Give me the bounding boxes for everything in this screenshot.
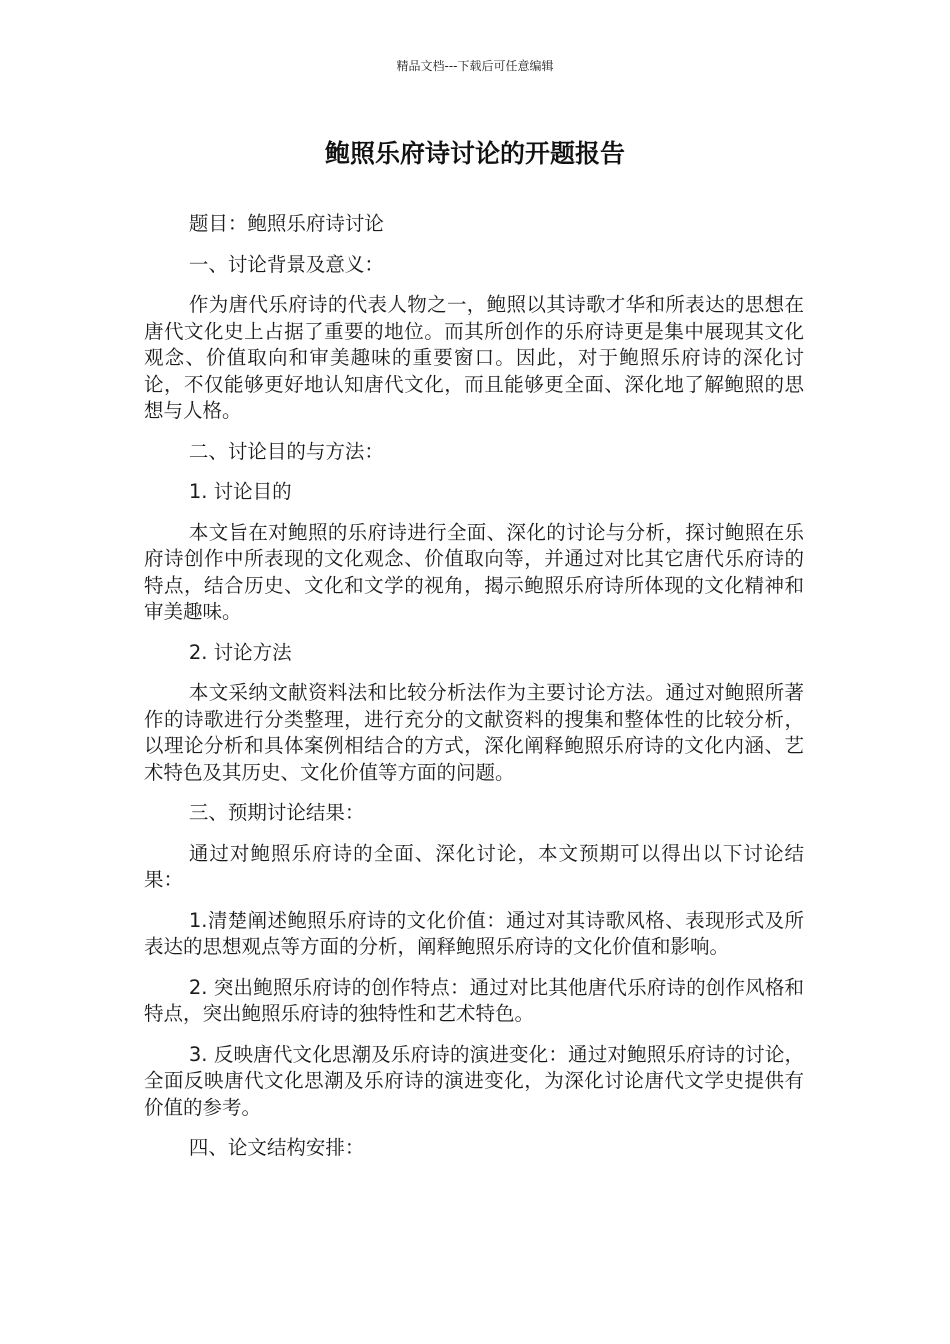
section-heading-structure: 四、论文结构安排： xyxy=(188,1136,365,1159)
section-heading-expected-results: 三、预期讨论结果： xyxy=(188,801,365,824)
header-note: 精品文档---下载后可任意编辑 xyxy=(396,59,554,73)
paragraph-purpose: 本文旨在对鲍照的乐府诗进行全面、深化的讨论与分析，探讨鲍照在乐府诗创作中所表现的文化观念、价值取向等，并通过对比其它唐代乐府诗的特点，结合历史、文化和文学的视角，揭示鲍照乐府诗所体现的文化精神和审美趣味。 xyxy=(144,520,804,623)
paragraph-expected-intro: 通过对鲍照乐府诗的全面、深化讨论，本文预期可以得出以下讨论结果： xyxy=(144,841,804,891)
paragraph-background: 作为唐代乐府诗的代表人物之一，鲍照以其诗歌才华和所表达的思想在唐代文化史上占据了重要的地位。而其所创作的乐府诗更是集中展现其文化观念、价值取向和审美趣味的重要窗口。因此，对于鲍照乐府诗的深化讨论，不仅能够更好地认知唐代文化，而且能够更全面、深化地了解鲍照的思想与人格。 xyxy=(144,293,804,422)
paragraph-method: 本文采纳文献资料法和比较分析法作为主要讨论方法。通过对鲍照所著作的诗歌进行分类整理，进行充分的文献资料的搜集和整体性的比较分析，以理论分析和具体案例相结合的方式，深化阐释鲍照乐府诗的文化内涵、艺术特色及其历史、文化价值等方面的问题。 xyxy=(144,681,804,784)
subheading-method: 2. 讨论方法 xyxy=(188,640,292,664)
topic-line: 题目：鲍照乐府诗讨论 xyxy=(188,212,384,235)
list-item-result-2: 2. 突出鲍照乐府诗的创作特点：通过对比其他唐代乐府诗的创作风格和特点，突出鲍照乐府诗的独特性和艺术特色。 xyxy=(144,975,804,1025)
document-title: 鲍照乐府诗讨论的开题报告 xyxy=(324,139,625,168)
section-heading-background: 一、讨论背景及意义： xyxy=(188,252,384,276)
section-heading-purpose-method: 二、讨论目的与方法： xyxy=(188,439,384,463)
subheading-purpose: 1. 讨论目的 xyxy=(188,480,292,503)
document-body xyxy=(144,211,804,1176)
list-item-result-3: 3. 反映唐代文化思潮及乐府诗的演进变化：通过对鲍照乐府诗的讨论，全面反映唐代文化思潮及乐府诗的演进变化，为深化讨论唐代文学史提供有价值的参考。 xyxy=(144,1042,804,1119)
list-item-result-1: 1.清楚阐述鲍照乐府诗的文化价值：通过对其诗歌风格、表现形式及所表达的思想观点等方面的分析，阐释鲍照乐府诗的文化价值和影响。 xyxy=(144,908,804,958)
